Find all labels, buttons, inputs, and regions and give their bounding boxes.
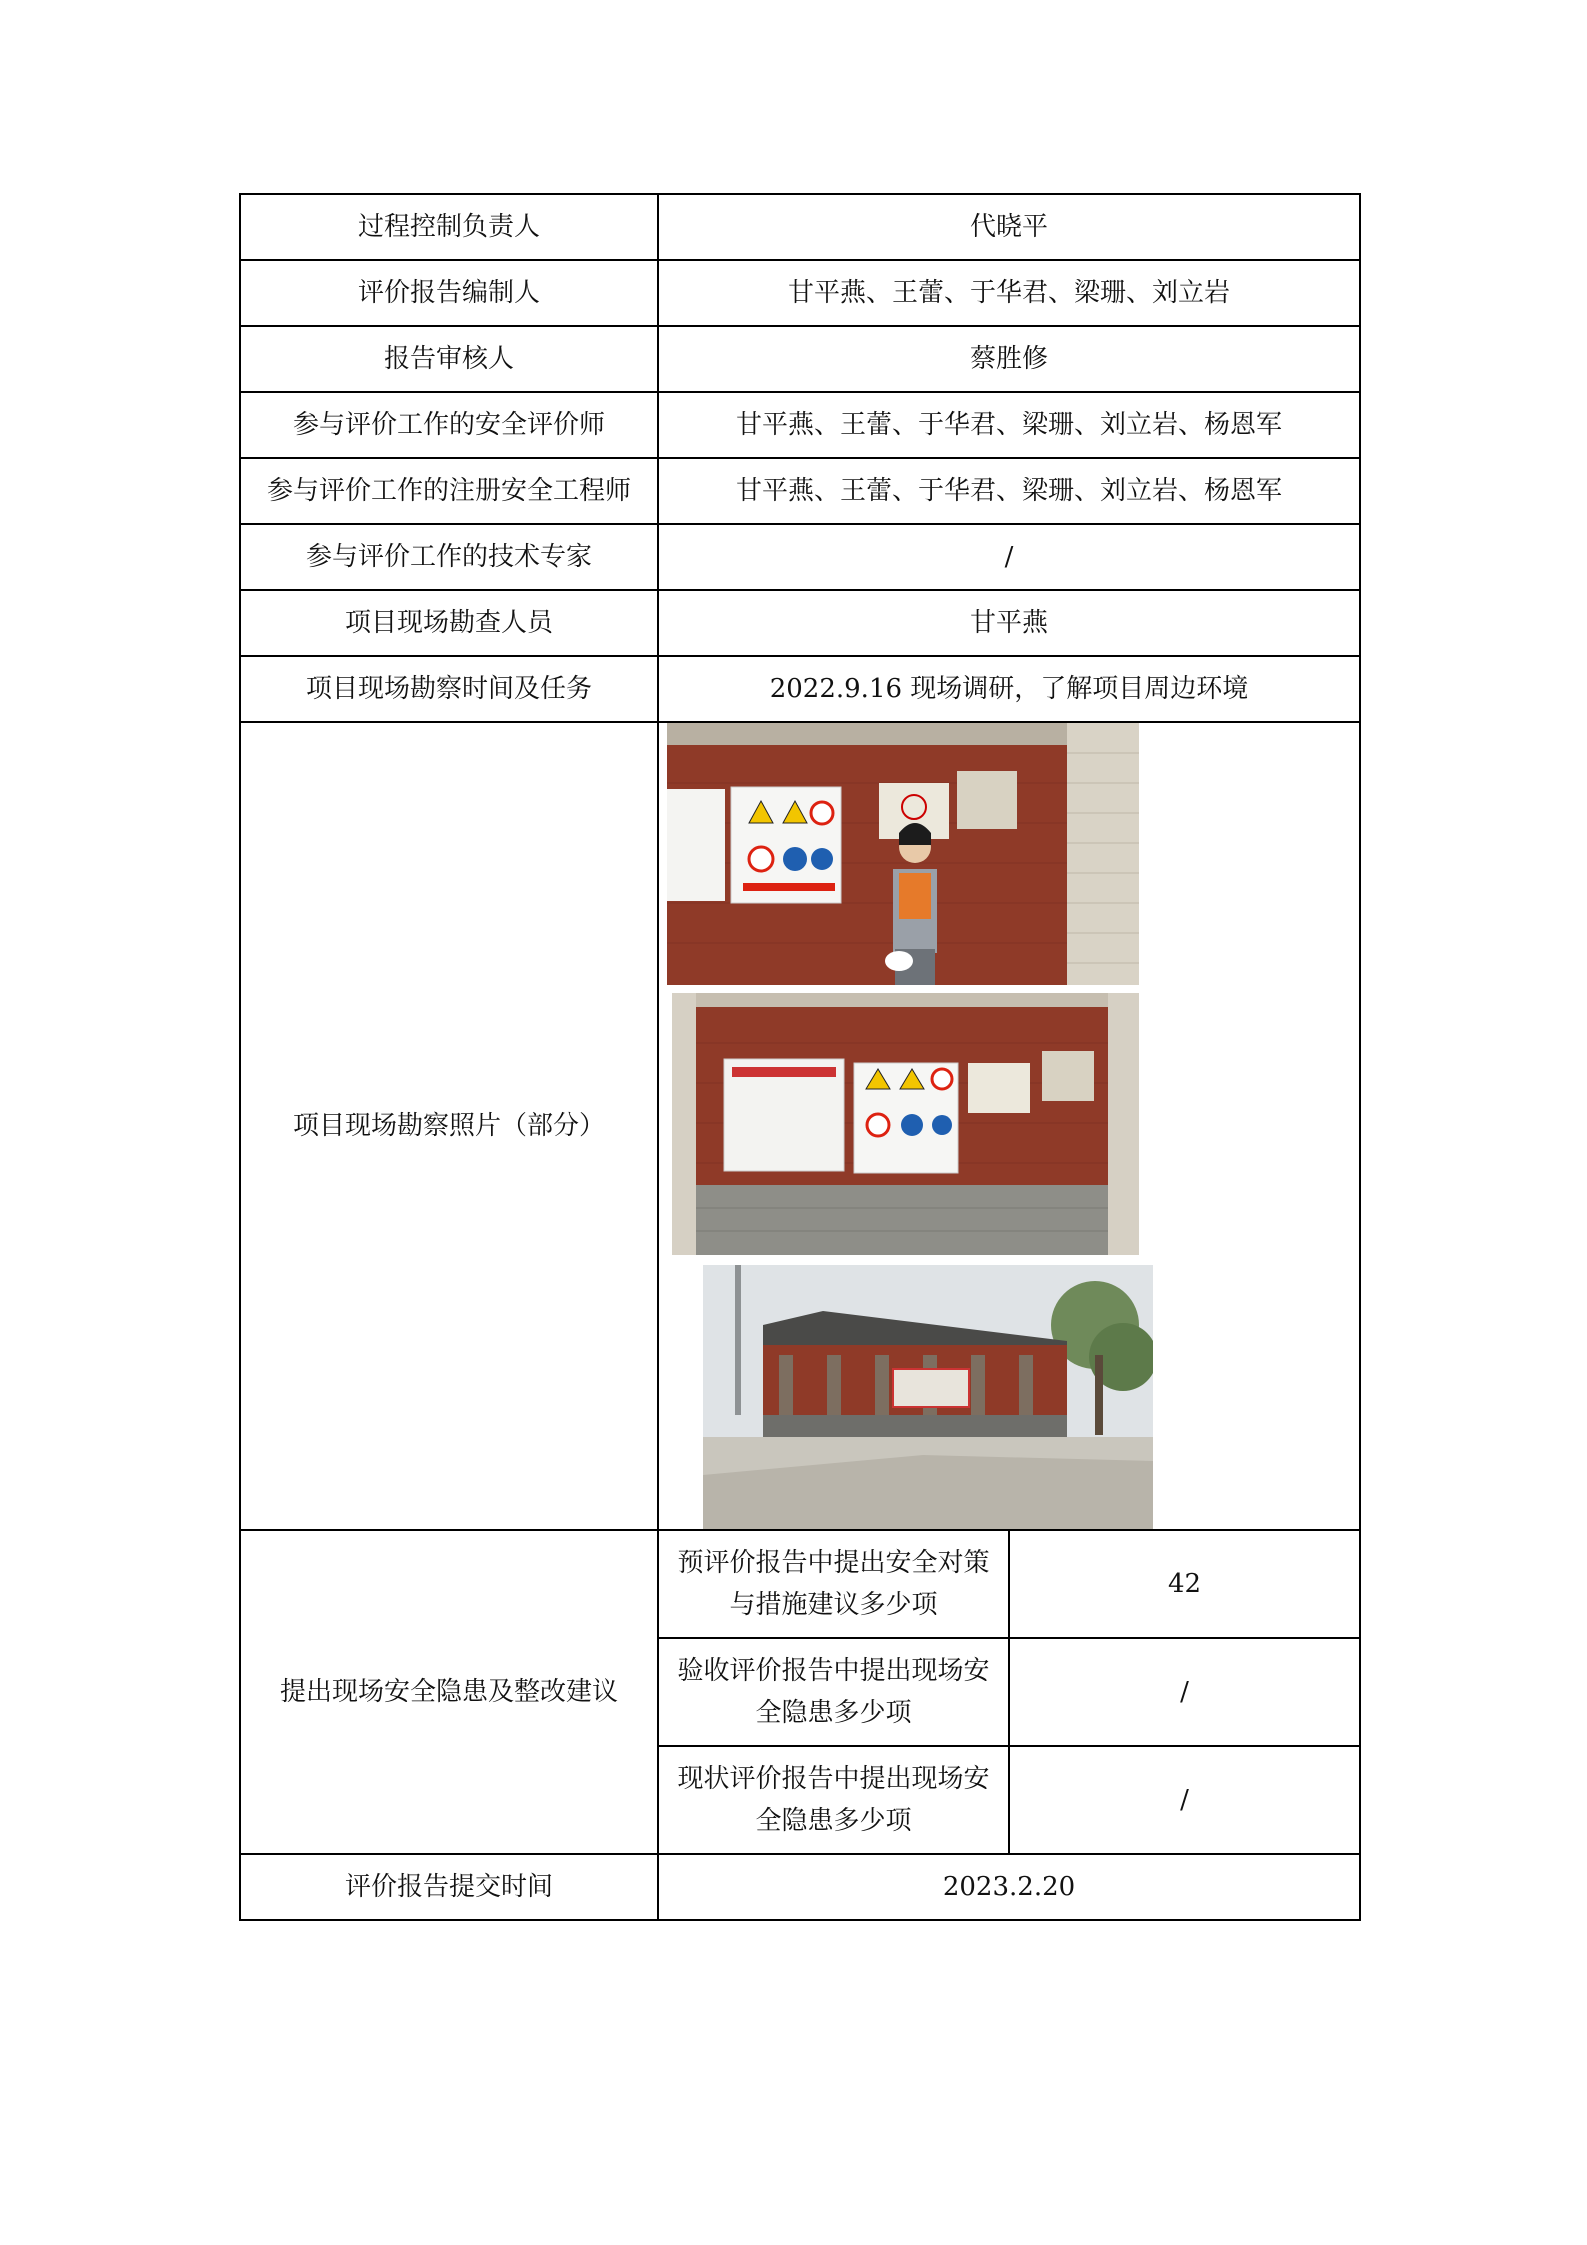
site-photo-1 (667, 723, 1139, 985)
row-label: 参与评价工作的安全评价师 (240, 392, 658, 458)
hazard-question: 现状评价报告中提出现场安全隐患多少项 (658, 1746, 1009, 1854)
row-value: 蔡胜修 (658, 326, 1360, 392)
row-safety-engineers (240, 458, 1360, 524)
row-label: 参与评价工作的技术专家 (240, 524, 658, 590)
row-value: 甘平燕、王蕾、于华君、梁珊、刘立岩 (658, 260, 1360, 326)
row-label: 评价报告编制人 (240, 260, 658, 326)
photo-cell (658, 722, 1360, 1530)
hazard-value: / (1009, 1638, 1360, 1746)
row-hazard-1 (240, 1530, 1360, 1638)
row-value: / (658, 524, 1360, 590)
row-safety-assessors (240, 392, 1360, 458)
row-label: 过程控制负责人 (240, 194, 658, 260)
row-label: 项目现场勘察时间及任务 (240, 656, 658, 722)
row-process-control (240, 194, 1360, 260)
hazard-value: / (1009, 1746, 1360, 1854)
row-report-author (240, 260, 1360, 326)
row-label: 报告审核人 (240, 326, 658, 392)
site-photo-3 (703, 1265, 1153, 1529)
hazard-question: 验收评价报告中提出现场安全隐患多少项 (658, 1638, 1009, 1746)
row-value: 甘平燕、王蕾、于华君、梁珊、刘立岩、杨恩军 (658, 458, 1360, 524)
row-label: 项目现场勘察照片（部分） (240, 722, 658, 1530)
row-site-survey-time (240, 656, 1360, 722)
row-label: 参与评价工作的注册安全工程师 (240, 458, 658, 524)
site-photo-2 (672, 993, 1139, 1255)
hazard-question: 预评价报告中提出安全对策与措施建议多少项 (658, 1530, 1009, 1638)
report-info-table (239, 193, 1361, 1921)
row-report-reviewer (240, 326, 1360, 392)
row-site-survey-staff (240, 590, 1360, 656)
hazard-value: 42 (1009, 1530, 1360, 1638)
row-value: 甘平燕 (658, 590, 1360, 656)
row-label: 提出现场安全隐患及整改建议 (240, 1530, 658, 1854)
row-submit-time (240, 1854, 1360, 1920)
row-value: 2023.2.20 (658, 1854, 1360, 1920)
row-value: 2022.9.16 现场调研，了解项目周边环境 (658, 656, 1360, 722)
row-label: 项目现场勘查人员 (240, 590, 658, 656)
row-value: 甘平燕、王蕾、于华君、梁珊、刘立岩、杨恩军 (658, 392, 1360, 458)
row-value: 代晓平 (658, 194, 1360, 260)
row-site-photos (240, 722, 1360, 1530)
row-tech-experts (240, 524, 1360, 590)
row-label: 评价报告提交时间 (240, 1854, 658, 1920)
